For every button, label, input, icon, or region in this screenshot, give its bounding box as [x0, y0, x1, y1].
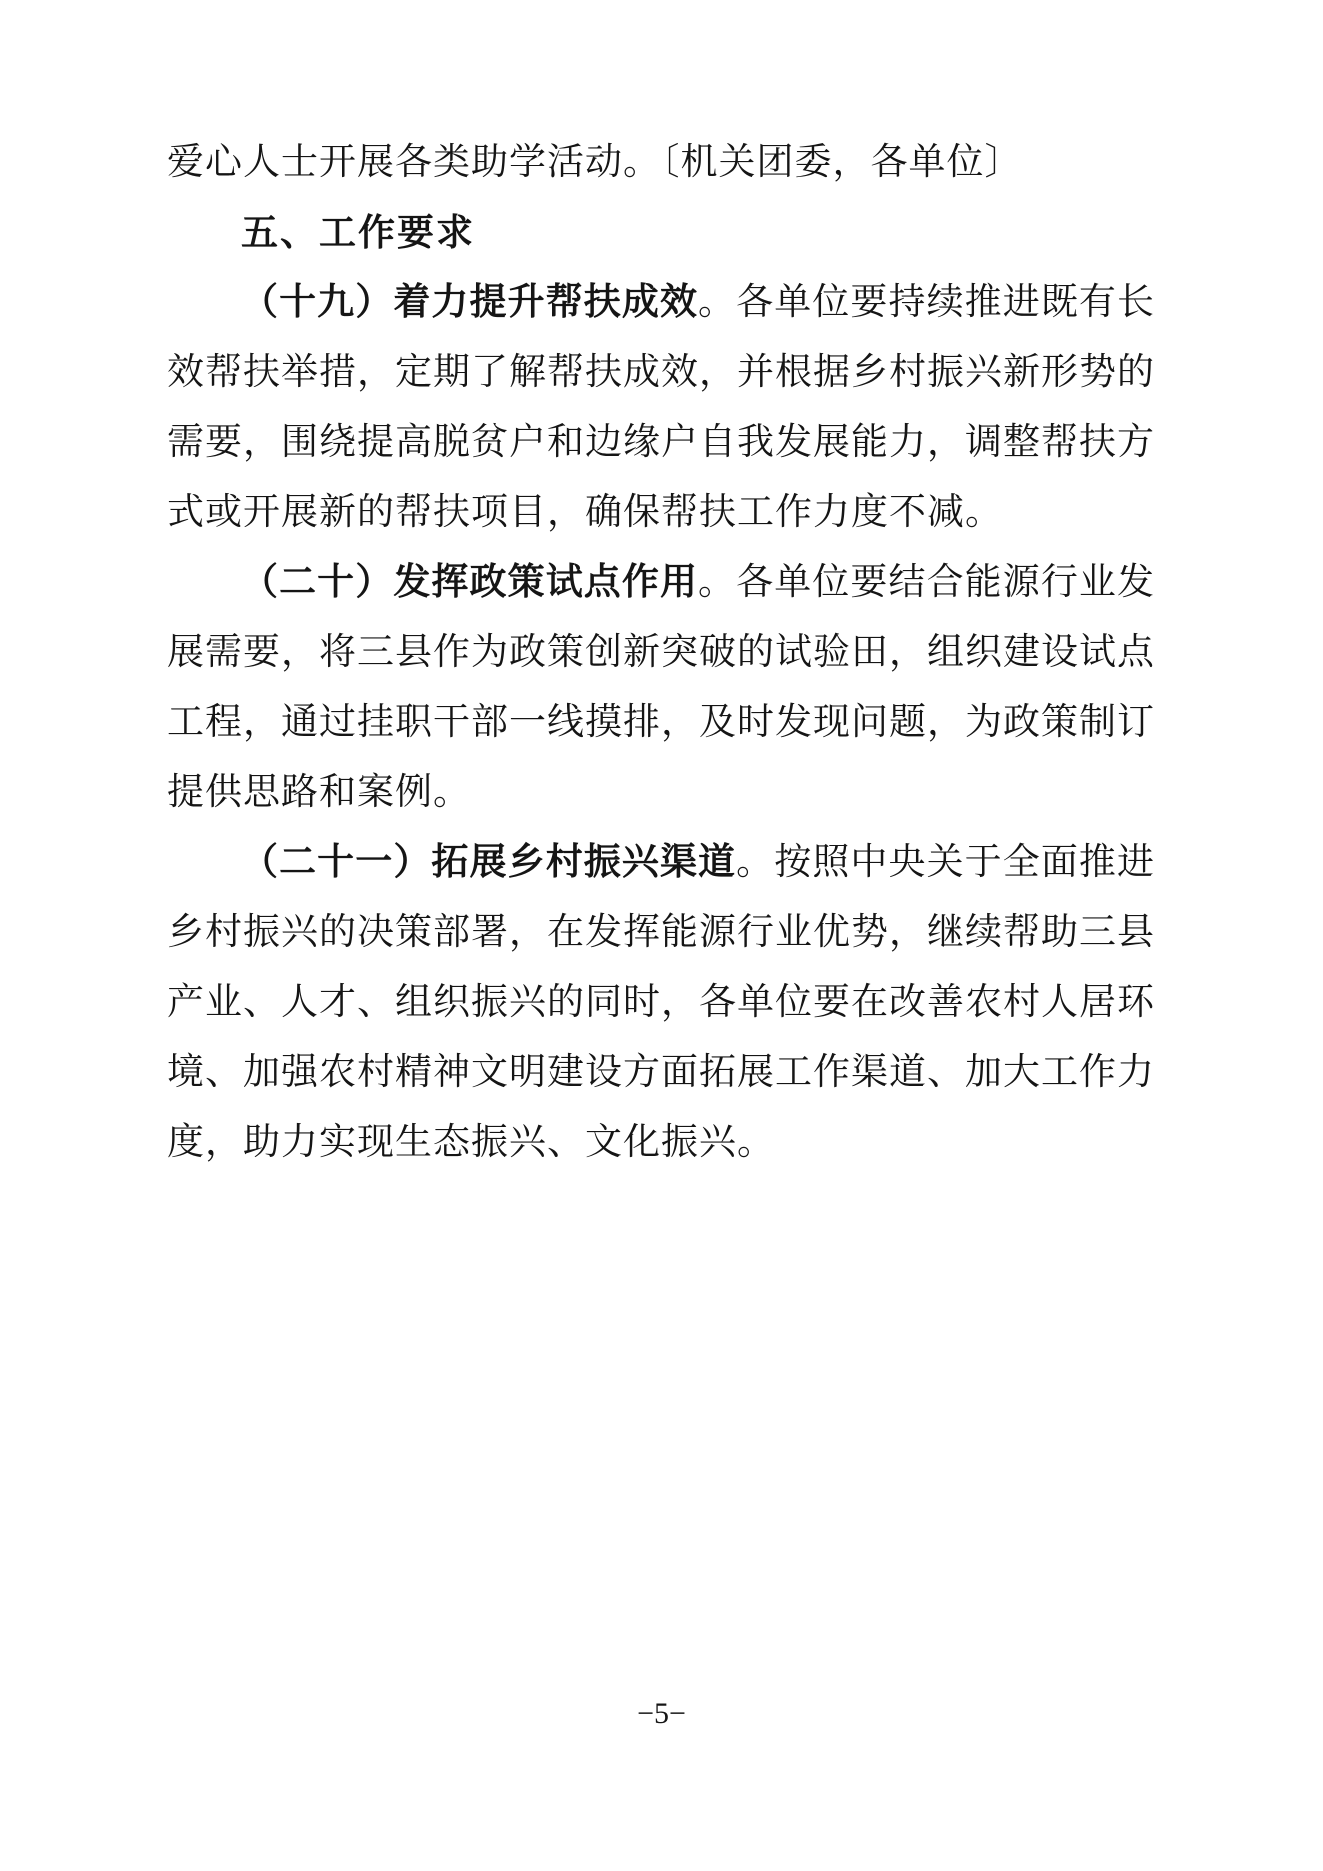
section-heading: 五、工作要求	[241, 212, 475, 253]
paragraph-21-body: 。按照中央关于全面推进乡村振兴的决策部署，在发挥能源行业优势，继续帮助三县产业、人才、组织振兴的同时，各单位要在改善农村人居环境、加强农村精神文明建设方面拓展工作渠道、加大工作力度，助力实现生态振兴、文化振兴。	[167, 842, 1156, 1163]
paragraph-19-body: 。各单位要持续推进既有长效帮扶举措，定期了解帮扶成效，并根据乡村振兴新形势的需要，围绕提高脱贫户和边缘户自我发展能力，调整帮扶方式或开展新的帮扶项目，确保帮扶工作力度不减。	[167, 282, 1156, 533]
page-number: −5−	[637, 1697, 686, 1730]
paragraph-21-lead: （二十一）拓展乡村振兴渠道	[241, 842, 737, 883]
paragraph-19-lead: （十九）着力提升帮扶成效	[241, 282, 699, 323]
paragraph-20-body: 。各单位要结合能源行业发展需要，将三县作为政策创新突破的试验田，组织建设试点工程，通过挂职干部一线摸排，及时发现问题，为政策制订提供思路和案例。	[167, 562, 1156, 813]
page-footer	[0, 1694, 1323, 1734]
paragraph-19	[167, 268, 1155, 548]
paragraph-20	[167, 548, 1155, 828]
paragraph-20-lead: （二十）发挥政策试点作用	[241, 562, 699, 603]
document-body	[167, 128, 1155, 1178]
continuation-paragraph: 爱心人士开展各类助学活动。〔机关团委，各单位〕	[167, 142, 1023, 183]
paragraph-21	[167, 828, 1155, 1178]
